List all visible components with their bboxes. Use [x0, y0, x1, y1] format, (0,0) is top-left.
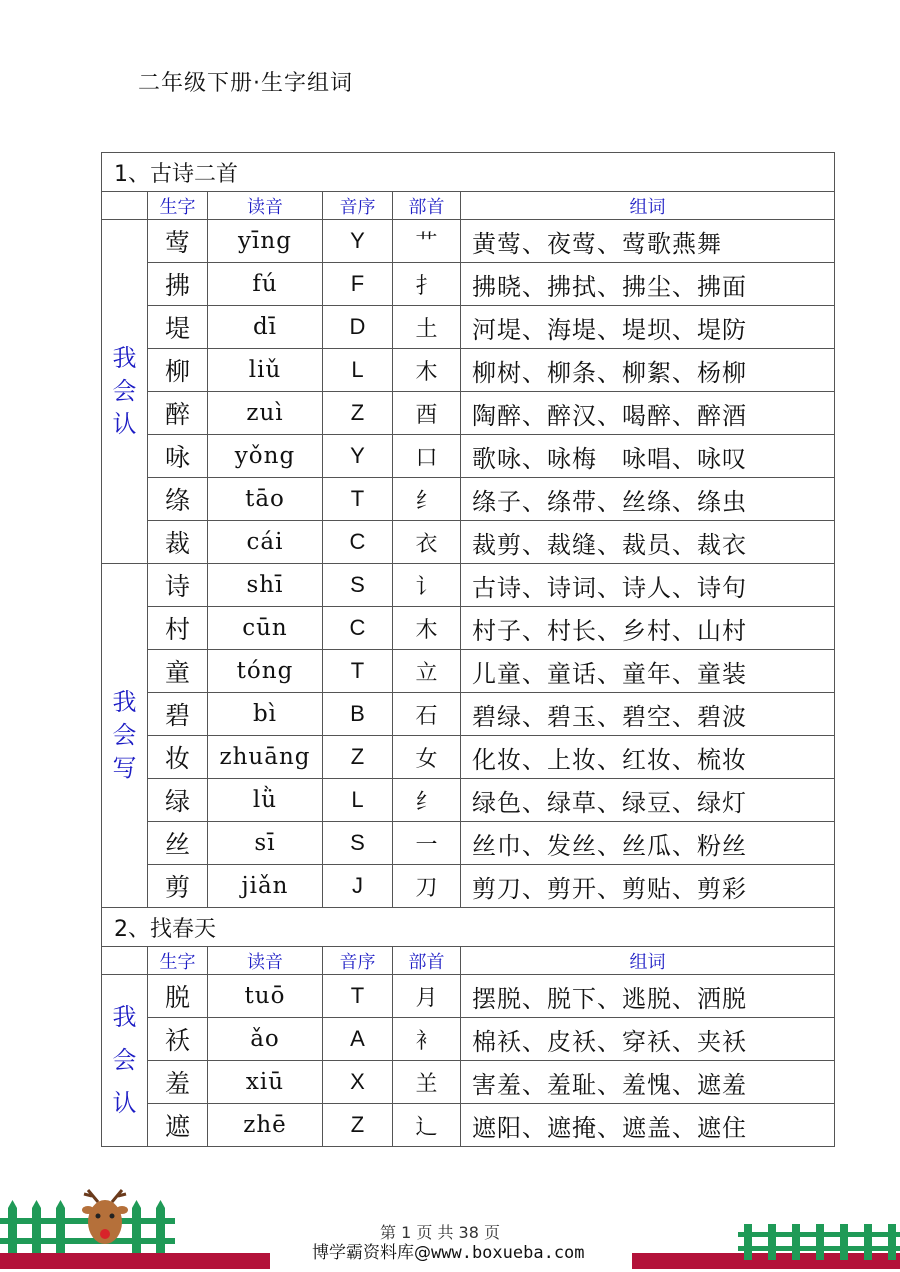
words-cell: 摆脱、脱下、逃脱、洒脱	[461, 975, 835, 1018]
words-cell: 丝巾、发丝、丝瓜、粉丝	[461, 822, 835, 865]
radical-cell: 艹	[393, 220, 461, 263]
pinyin-cell: cái	[208, 521, 323, 564]
radical-cell: 刀	[393, 865, 461, 908]
order-cell: B	[323, 693, 393, 736]
radical-cell: 衣	[393, 521, 461, 564]
char-cell: 莺	[148, 220, 208, 263]
radical-cell: 女	[393, 736, 461, 779]
pinyin-cell: jiǎn	[208, 865, 323, 908]
char-cell: 诗	[148, 564, 208, 607]
pinyin-cell: fú	[208, 263, 323, 306]
header-row	[102, 192, 835, 220]
table-row	[102, 1104, 835, 1147]
order-cell: S	[323, 822, 393, 865]
header-words: 组词	[461, 192, 835, 220]
char-cell: 拂	[148, 263, 208, 306]
words-cell: 河堤、海堤、堤坝、堤防	[461, 306, 835, 349]
words-cell: 歌咏、咏梅 咏唱、咏叹	[461, 435, 835, 478]
header-words: 组词	[461, 947, 835, 975]
header-char: 生字	[148, 947, 208, 975]
pinyin-cell: yīng	[208, 220, 323, 263]
char-cell: 妆	[148, 736, 208, 779]
table-row	[102, 306, 835, 349]
char-cell: 羞	[148, 1061, 208, 1104]
order-cell: L	[323, 349, 393, 392]
radical-cell: 纟	[393, 779, 461, 822]
words-cell: 绿色、绿草、绿豆、绿灯	[461, 779, 835, 822]
radical-cell: 月	[393, 975, 461, 1018]
order-cell: T	[323, 650, 393, 693]
radical-cell: 酉	[393, 392, 461, 435]
header-radical: 部首	[393, 192, 461, 220]
site-name: 博学霸资料库@	[312, 1243, 431, 1263]
group-label: 我会写	[102, 564, 148, 908]
table-row	[102, 392, 835, 435]
words-cell: 绦子、绦带、丝绦、绦虫	[461, 478, 835, 521]
radical-cell: 纟	[393, 478, 461, 521]
order-cell: J	[323, 865, 393, 908]
words-cell: 碧绿、碧玉、碧空、碧波	[461, 693, 835, 736]
radical-cell: 衤	[393, 1018, 461, 1061]
order-cell: C	[323, 521, 393, 564]
radical-cell: 口	[393, 435, 461, 478]
order-cell: Z	[323, 392, 393, 435]
words-cell: 黄莺、夜莺、莺歌燕舞	[461, 220, 835, 263]
pinyin-cell: sī	[208, 822, 323, 865]
table-row	[102, 478, 835, 521]
vocabulary-table	[101, 152, 835, 1147]
table-row	[102, 865, 835, 908]
footer-bar-left	[0, 1253, 270, 1269]
order-cell: Y	[323, 435, 393, 478]
radical-cell: 一	[393, 822, 461, 865]
radical-cell: 土	[393, 306, 461, 349]
table-row	[102, 779, 835, 822]
table-row	[102, 736, 835, 779]
words-cell: 剪刀、剪开、剪贴、剪彩	[461, 865, 835, 908]
order-cell: F	[323, 263, 393, 306]
words-cell: 化妆、上妆、红妆、梳妆	[461, 736, 835, 779]
table-row	[102, 1018, 835, 1061]
order-cell: Y	[323, 220, 393, 263]
order-cell: Z	[323, 736, 393, 779]
char-cell: 醉	[148, 392, 208, 435]
order-cell: L	[323, 779, 393, 822]
words-cell: 古诗、诗词、诗人、诗句	[461, 564, 835, 607]
header-order: 音序	[323, 947, 393, 975]
page-title: 二年级下册·生字组词	[138, 71, 353, 96]
char-cell: 村	[148, 607, 208, 650]
table-row	[102, 822, 835, 865]
table-row	[102, 975, 835, 1018]
words-cell: 遮阳、遮掩、遮盖、遮住	[461, 1104, 835, 1147]
order-cell: Z	[323, 1104, 393, 1147]
pinyin-cell: bì	[208, 693, 323, 736]
order-cell: A	[323, 1018, 393, 1061]
char-cell: 堤	[148, 306, 208, 349]
char-cell: 童	[148, 650, 208, 693]
order-cell: T	[323, 975, 393, 1018]
radical-cell: 扌	[393, 263, 461, 306]
order-cell: X	[323, 1061, 393, 1104]
pinyin-cell: zhē	[208, 1104, 323, 1147]
radical-cell: 辶	[393, 1104, 461, 1147]
pinyin-cell: liǔ	[208, 349, 323, 392]
words-cell: 裁剪、裁缝、裁员、裁衣	[461, 521, 835, 564]
char-cell: 剪	[148, 865, 208, 908]
words-cell: 儿童、童话、童年、童装	[461, 650, 835, 693]
table-row	[102, 607, 835, 650]
order-cell: T	[323, 478, 393, 521]
char-cell: 裁	[148, 521, 208, 564]
words-cell: 拂晓、拂拭、拂尘、拂面	[461, 263, 835, 306]
words-cell: 棉袄、皮袄、穿袄、夹袄	[461, 1018, 835, 1061]
order-cell: C	[323, 607, 393, 650]
table-row	[102, 564, 835, 607]
header-pinyin: 读音	[208, 947, 323, 975]
order-cell: D	[323, 306, 393, 349]
words-cell: 陶醉、醉汉、喝醉、醉酒	[461, 392, 835, 435]
pinyin-cell: lǜ	[208, 779, 323, 822]
radical-cell: 木	[393, 607, 461, 650]
char-cell: 柳	[148, 349, 208, 392]
order-cell: S	[323, 564, 393, 607]
table-row	[102, 435, 835, 478]
header-spacer	[102, 192, 148, 220]
section-row	[102, 153, 835, 192]
header-order: 音序	[323, 192, 393, 220]
words-cell: 村子、村长、乡村、山村	[461, 607, 835, 650]
pinyin-cell: tāo	[208, 478, 323, 521]
table-row	[102, 1061, 835, 1104]
pinyin-cell: cūn	[208, 607, 323, 650]
table-row	[102, 349, 835, 392]
pinyin-cell: dī	[208, 306, 323, 349]
radical-cell: 石	[393, 693, 461, 736]
group-label: 我会认	[102, 220, 148, 564]
char-cell: 遮	[148, 1104, 208, 1147]
site-url[interactable]: www.boxueba.com	[431, 1243, 585, 1263]
char-cell: 咏	[148, 435, 208, 478]
pinyin-cell: ǎo	[208, 1018, 323, 1061]
table-row	[102, 263, 835, 306]
header-row	[102, 947, 835, 975]
char-cell: 丝	[148, 822, 208, 865]
char-cell: 脱	[148, 975, 208, 1018]
pinyin-cell: yǒng	[208, 435, 323, 478]
page-number: 第 1 页 共 38 页	[380, 1223, 500, 1242]
words-cell: 害羞、羞耻、羞愧、遮羞	[461, 1061, 835, 1104]
pinyin-cell: tuō	[208, 975, 323, 1018]
site-credit[interactable]	[312, 1238, 585, 1263]
char-cell: 绦	[148, 478, 208, 521]
header-spacer	[102, 947, 148, 975]
header-radical: 部首	[393, 947, 461, 975]
section-row	[102, 908, 835, 947]
radical-cell: 𦍌	[393, 1061, 461, 1104]
radical-cell: 木	[393, 349, 461, 392]
pinyin-cell: zuì	[208, 392, 323, 435]
pinyin-cell: xiū	[208, 1061, 323, 1104]
section-title: 2、找春天	[102, 908, 835, 947]
words-cell: 柳树、柳条、柳絮、杨柳	[461, 349, 835, 392]
table-row	[102, 693, 835, 736]
header-char: 生字	[148, 192, 208, 220]
fence-icon	[738, 1220, 900, 1260]
pinyin-cell: zhuāng	[208, 736, 323, 779]
pinyin-cell: shī	[208, 564, 323, 607]
table-row	[102, 650, 835, 693]
fence-deer-icon	[0, 1188, 175, 1260]
char-cell: 绿	[148, 779, 208, 822]
radical-cell: 讠	[393, 564, 461, 607]
section-title: 1、古诗二首	[102, 153, 835, 192]
header-pinyin: 读音	[208, 192, 323, 220]
pinyin-cell: tóng	[208, 650, 323, 693]
group-label: 我会认	[102, 975, 148, 1147]
char-cell: 碧	[148, 693, 208, 736]
table-row	[102, 521, 835, 564]
table-row	[102, 220, 835, 263]
radical-cell: 立	[393, 650, 461, 693]
char-cell: 袄	[148, 1018, 208, 1061]
